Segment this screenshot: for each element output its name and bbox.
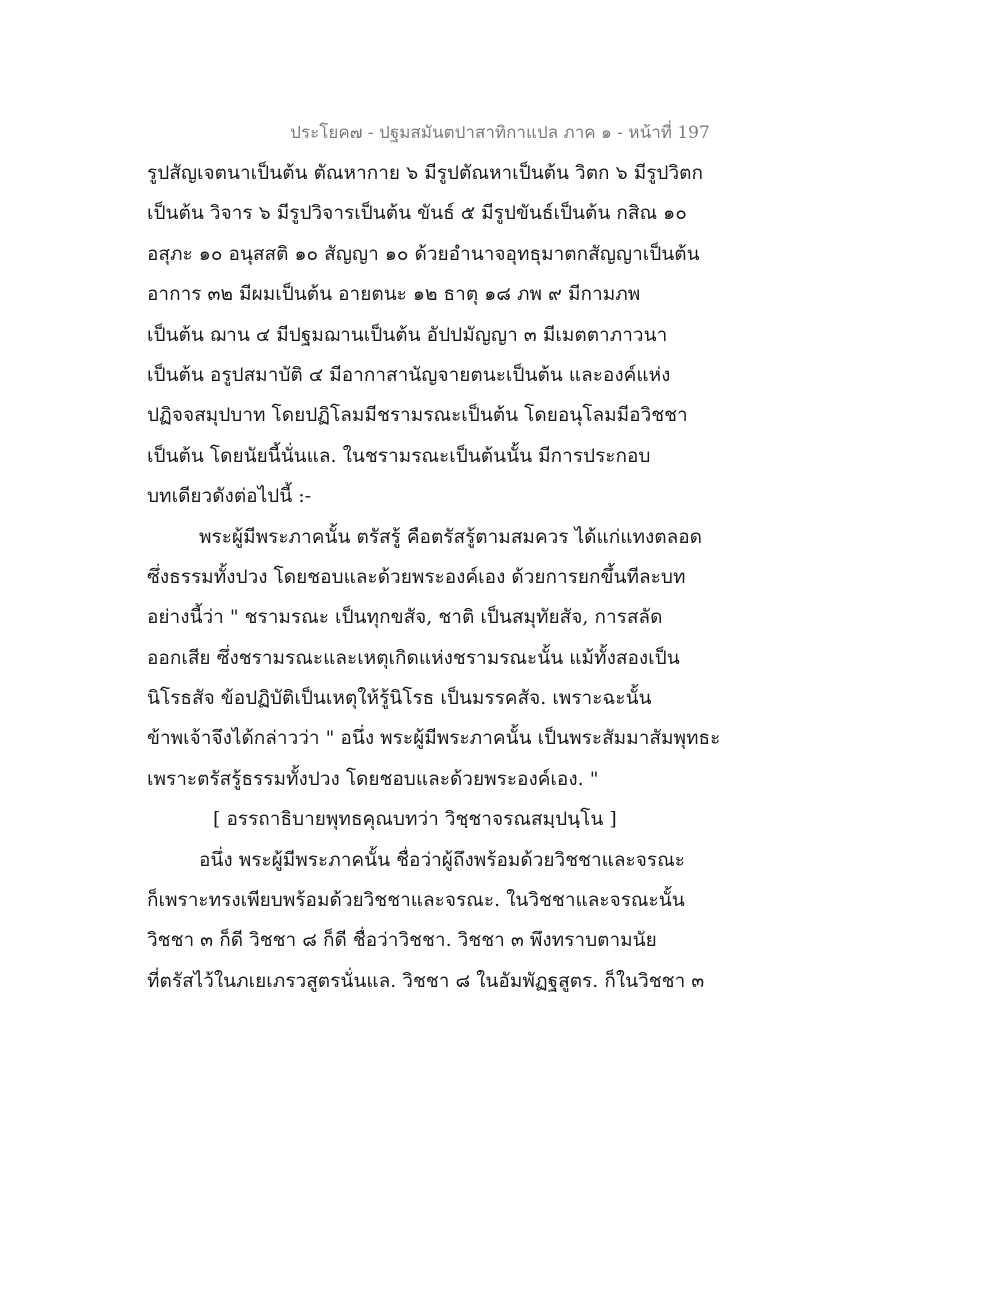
text-line: อสุภะ ๑๐ อนุสสติ ๑๐ สัญญา ๑๐ ด้วยอำนาจอุทธุมาตกสัญญาเป็นต้น bbox=[147, 242, 700, 265]
text-line: เพราะตรัสรู้ธรรมทั้งปวง โดยชอบและด้วยพระองค์เอง. " bbox=[147, 767, 599, 790]
page-header: ประโยค๗ - ปฐมสมันตปาสาทิกาแปล ภาค ๑ - หน้าที่ 197 bbox=[290, 123, 710, 143]
text-line: รูปสัญเจตนาเป็นต้น ตัณหากาย ๖ มีรูปตัณหาเป็นต้น วิตก ๖ มีรูปวิตก bbox=[147, 162, 704, 184]
text-line: ที่ตรัสไว้ในภเยเภรวสูตรนั่นแล. วิชชา ๘ ในอัมพัฏฐสูตร. ก็ในวิชชา ๓ bbox=[147, 969, 705, 992]
text-line: ซึ่งธรรมทั้งปวง โดยชอบและด้วยพระองค์เอง ด้วยการยกขึ้นทีละบท bbox=[147, 565, 686, 588]
text-line: วิชชา ๓ ก็ดี วิชชา ๘ ก็ดี ชื่อว่าวิชชา. วิชชา ๓ พึงทราบตามนัย bbox=[147, 929, 657, 952]
text-line: ข้าพเจ้าจึงได้กล่าวว่า " อนึ่ง พระผู้มีพระภาคนั้น เป็นพระสัมมาสัมพุทธะ bbox=[147, 727, 721, 750]
text-line: ปฏิจจสมุปบาท โดยปฏิโลมมีชรามรณะเป็นต้น โดยอนุโลมมีอวิชชา bbox=[147, 404, 688, 427]
text-line: เป็นต้น อรูปสมาบัติ ๔ มีอากาสานัญจายตนะเป็นต้น และองค์แห่ง bbox=[147, 363, 671, 386]
text-line: ออกเสีย ซึ่งชรามรณะและเหตุเกิดแห่งชรามรณะนั้น แม้ทั้งสองเป็น bbox=[147, 646, 680, 669]
text-line: นิโรธสัจ ข้อปฏิบัติเป็นเหตุให้รู้นิโรธ เป็นมรรคสัจ. เพราะฉะนั้น bbox=[147, 687, 652, 710]
text-line: อาการ ๓๒ มีผมเป็นต้น อายตนะ ๑๒ ธาตุ ๑๘ ภพ ๙ มีกามภพ bbox=[147, 283, 641, 306]
document-body bbox=[147, 153, 867, 1001]
text-line: อย่างนี้ว่า " ชรามรณะ เป็นทุกขสัจ, ชาติ เป็นสมุทัยสัจ, การสลัด bbox=[147, 606, 663, 629]
text-line: บทเดียวดังต่อไปนี้ :- bbox=[147, 485, 312, 508]
text-line: เป็นต้น ฌาน ๔ มีปฐมฌานเป็นต้น อัปปมัญญา ๓ มีเมตตาภาวนา bbox=[147, 323, 668, 346]
text-line: เป็นต้น โดยนัยนี้นั่นแล. ในชรามรณะเป็นต้นนั้น มีการประกอบ bbox=[147, 444, 651, 467]
text-line: อนึ่ง พระผู้มีพระภาคนั้น ชื่อว่าผู้ถึงพร้อมด้วยวิชชาและจรณะ bbox=[199, 848, 685, 871]
text-line: เป็นต้น วิจาร ๖ มีรูปวิจารเป็นต้น ขันธ์ ๕ มีรูปขันธ์เป็นต้น กสิณ ๑๐ bbox=[147, 202, 687, 225]
section-heading: [ อรรถาธิบายพุทธคุณบทว่า วิชฺชาจรณสมฺปนฺโน ] bbox=[213, 808, 617, 831]
text-line: พระผู้มีพระภาคนั้น ตรัสรู้ คือตรัสรู้ตามสมควร ได้แก่แทงตลอด bbox=[199, 525, 702, 548]
text-line: ก็เพราะทรงเพียบพร้อมด้วยวิชชาและจรณะ. ในวิชชาและจรณะนั้น bbox=[147, 889, 685, 912]
